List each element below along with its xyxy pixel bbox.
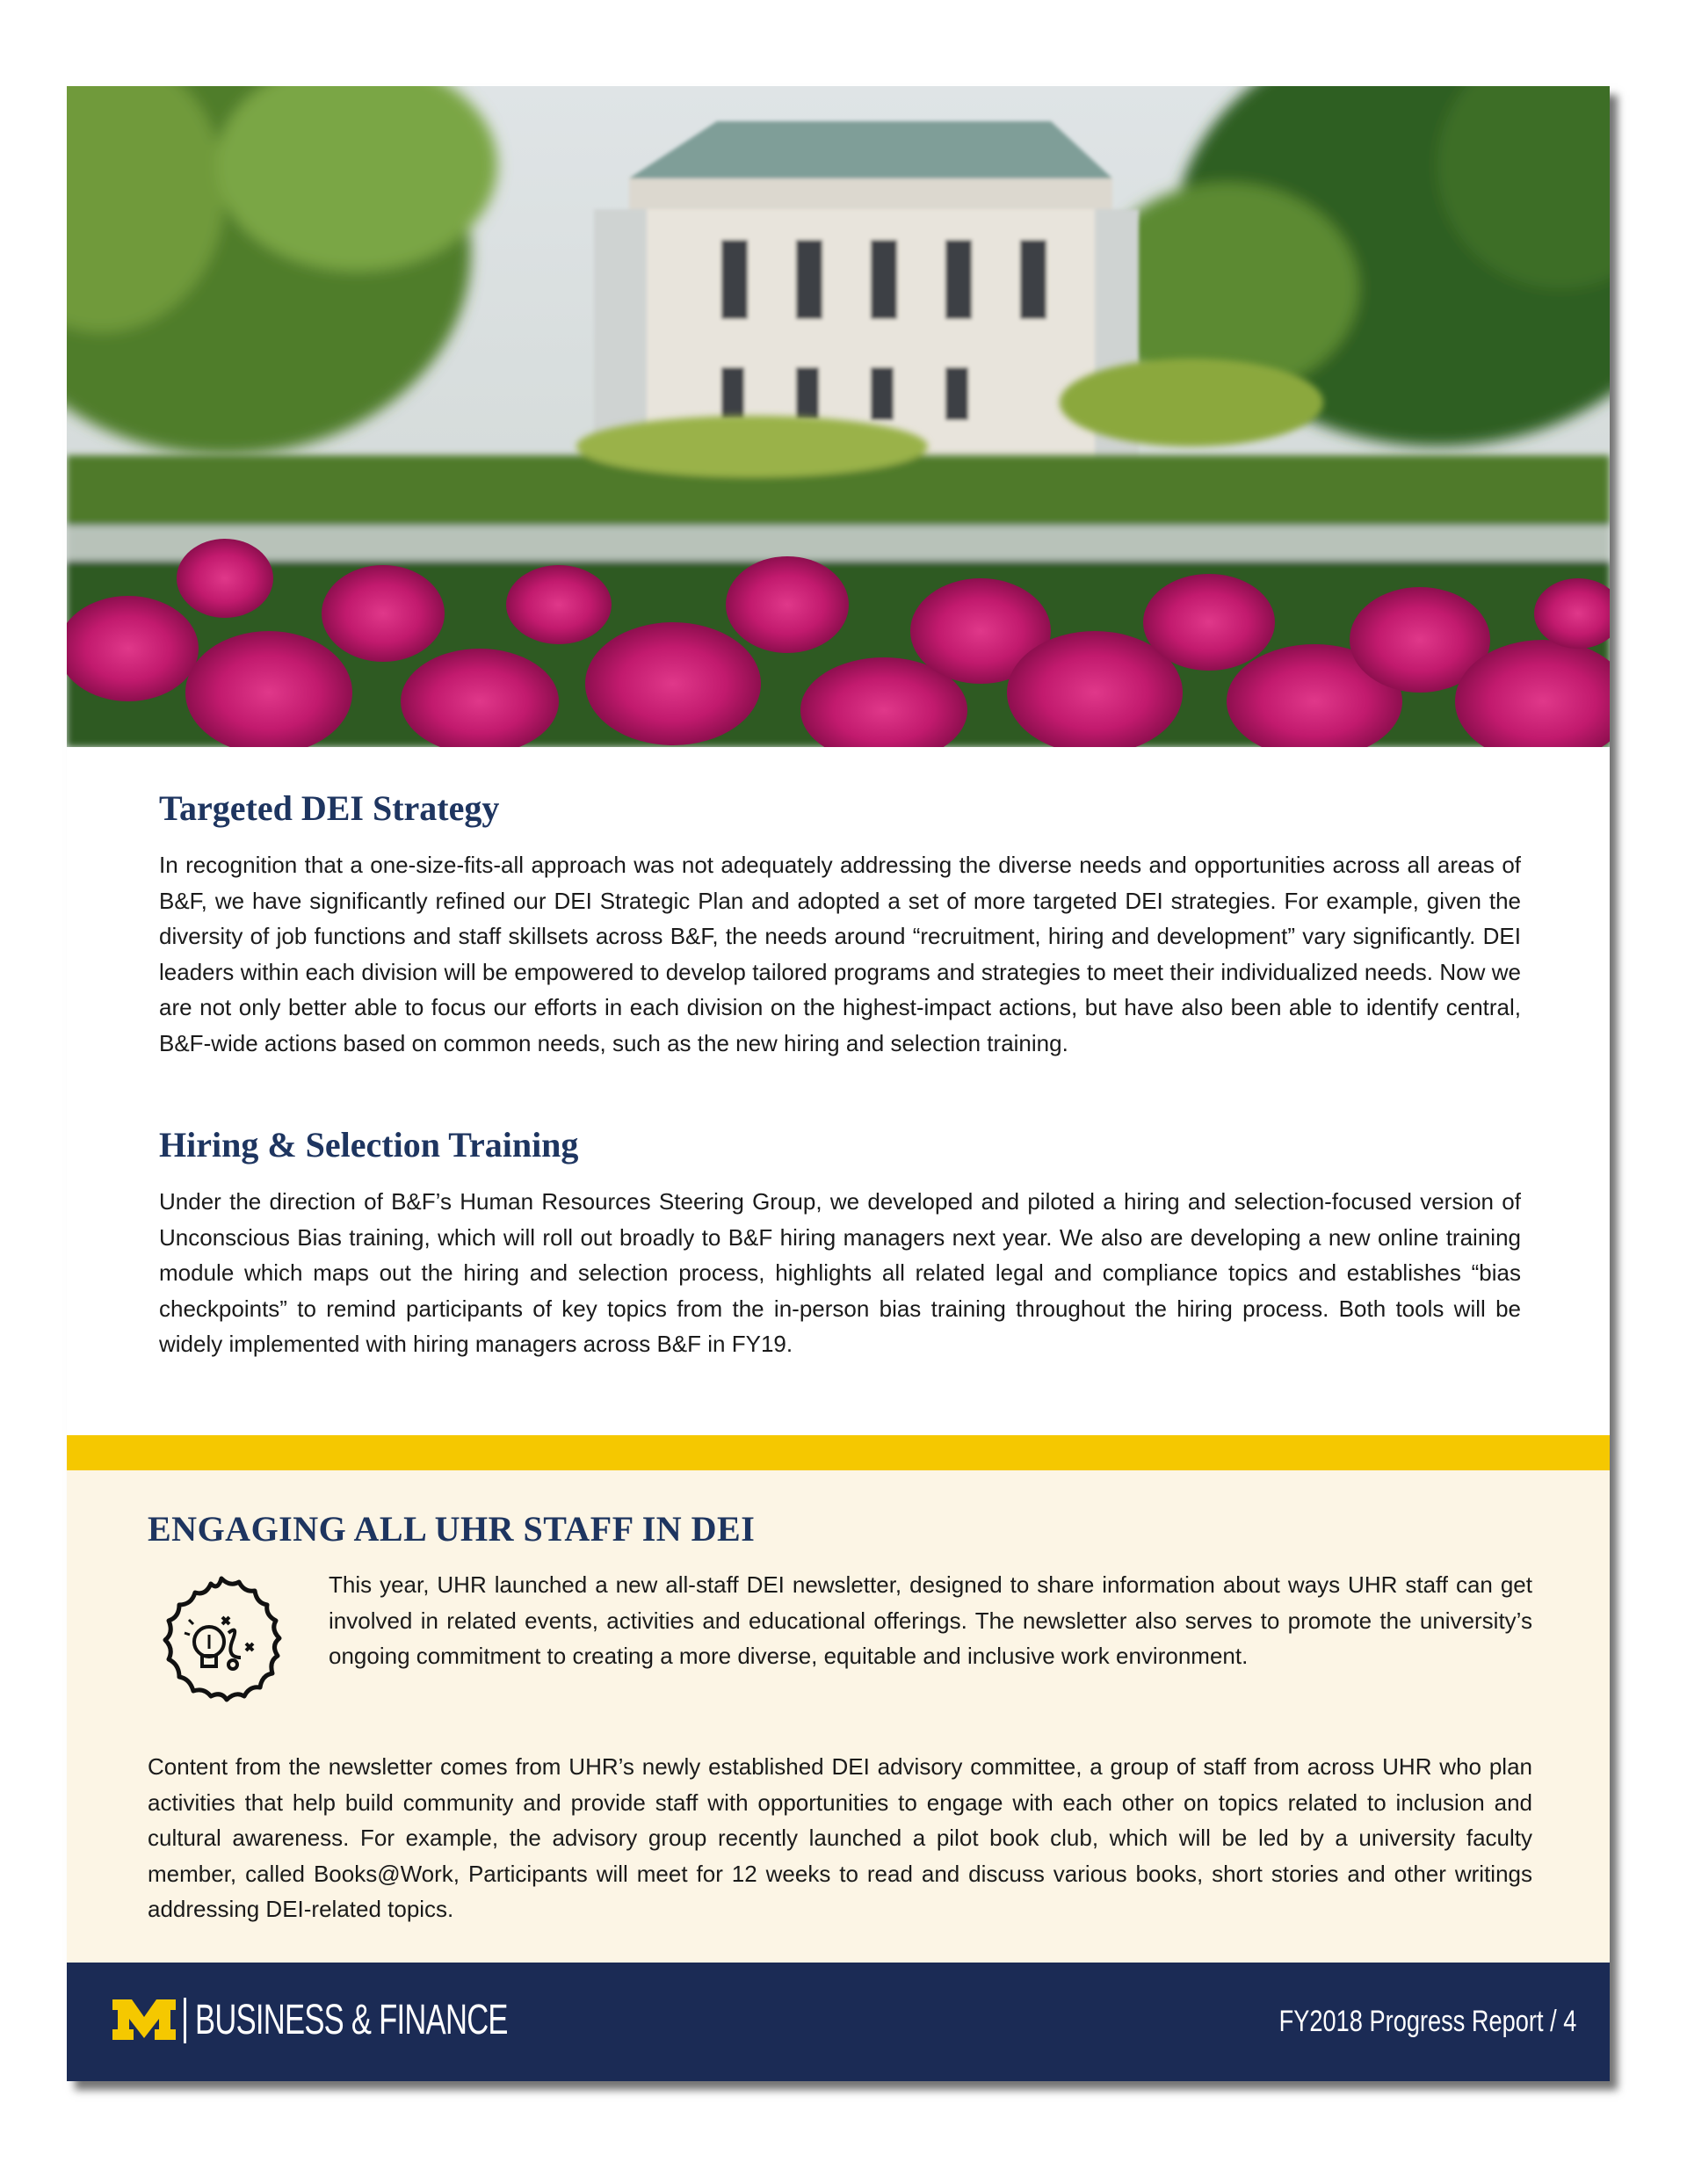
report-page: [67, 86, 1610, 2081]
report-page-label: FY2018 Progress Report / 4: [1278, 2005, 1576, 2038]
engaging-detail-text: Content from the newsletter comes from UHR’s newly established DEI advisory committee, a group of staff from across UHR who plan activities that help build community and provide staff with opportunities to engage with each other on topics related to inclusion and cultural awareness. For example, the advisory group recently launched a pilot book club, which will be led by a university faculty member, called Books@Work, Participants will meet for 12 weeks to read and discuss various books, short stories and other writings addressing DEI-related topics.: [148, 1753, 1532, 1922]
section-body: Under the direction of B&F’s Human Resources Steering Group, we developed and piloted a hiring and selection-focused version of Unconscious Bias training, which will roll out broadly to B&F hiring managers next year. We also are developing a new online training module which maps out the hiring and selection process, highlights all related legal and compliance topics and establishes “bias checkpoints” to remind participants of key topics from the in-person bias training throughout the hiring process. Both tools will be widely implemented with hiring managers across B&F in FY19.: [159, 1188, 1521, 1357]
hiring-selection-section: [159, 1125, 1521, 1362]
logo-wordmark: BUSINESS & FINANCE: [195, 1997, 508, 2043]
block-m-logo-icon: [112, 1999, 176, 2040]
section-heading: Targeted DEI Strategy: [159, 788, 500, 828]
targeted-dei-section: [159, 788, 1521, 1061]
logo-divider: [184, 1998, 186, 2043]
gold-divider: [67, 1435, 1610, 1470]
campus-building-flowers-image: [67, 86, 1610, 747]
section-body: In recognition that a one-size-fits-all approach was not adequately addressing the diverse needs and opportunities across all areas of B&F, we have significantly refined our DEI Strategic Plan and adopted a set of more targeted DEI strategies. For example, given the diversity of job functions and staff skillsets across B&F, the needs around “recruitment, hiring and development” vary significantly. DEI leaders within each division will be empowered to develop tailored programs and strategies to meet their individualized needs. Now we are not only better able to focus our efforts in each division on the highest-impact actions, but have also been able to identify central, B&F-wide actions based on common needs, such as the new hiring and selection training.: [159, 852, 1521, 1056]
engaging-heading: ENGAGING ALL UHR STAFF IN DEI: [148, 1509, 756, 1549]
lightbulb-strategy-badge-icon: [148, 1571, 295, 1719]
section-heading: Hiring & Selection Training: [159, 1125, 579, 1165]
hero-photo: [67, 86, 1610, 747]
engaging-intro-text: This year, UHR launched a new all-staff DEI newsletter, designed to share information about ways UHR staff can get involved in related events, activities and educational offerings. The newsletter also serves to promote the university’s ongoing commitment to creating a more diverse, equitable and inclusive work environment.: [329, 1571, 1532, 1669]
footer-bar: [67, 1963, 1610, 2081]
